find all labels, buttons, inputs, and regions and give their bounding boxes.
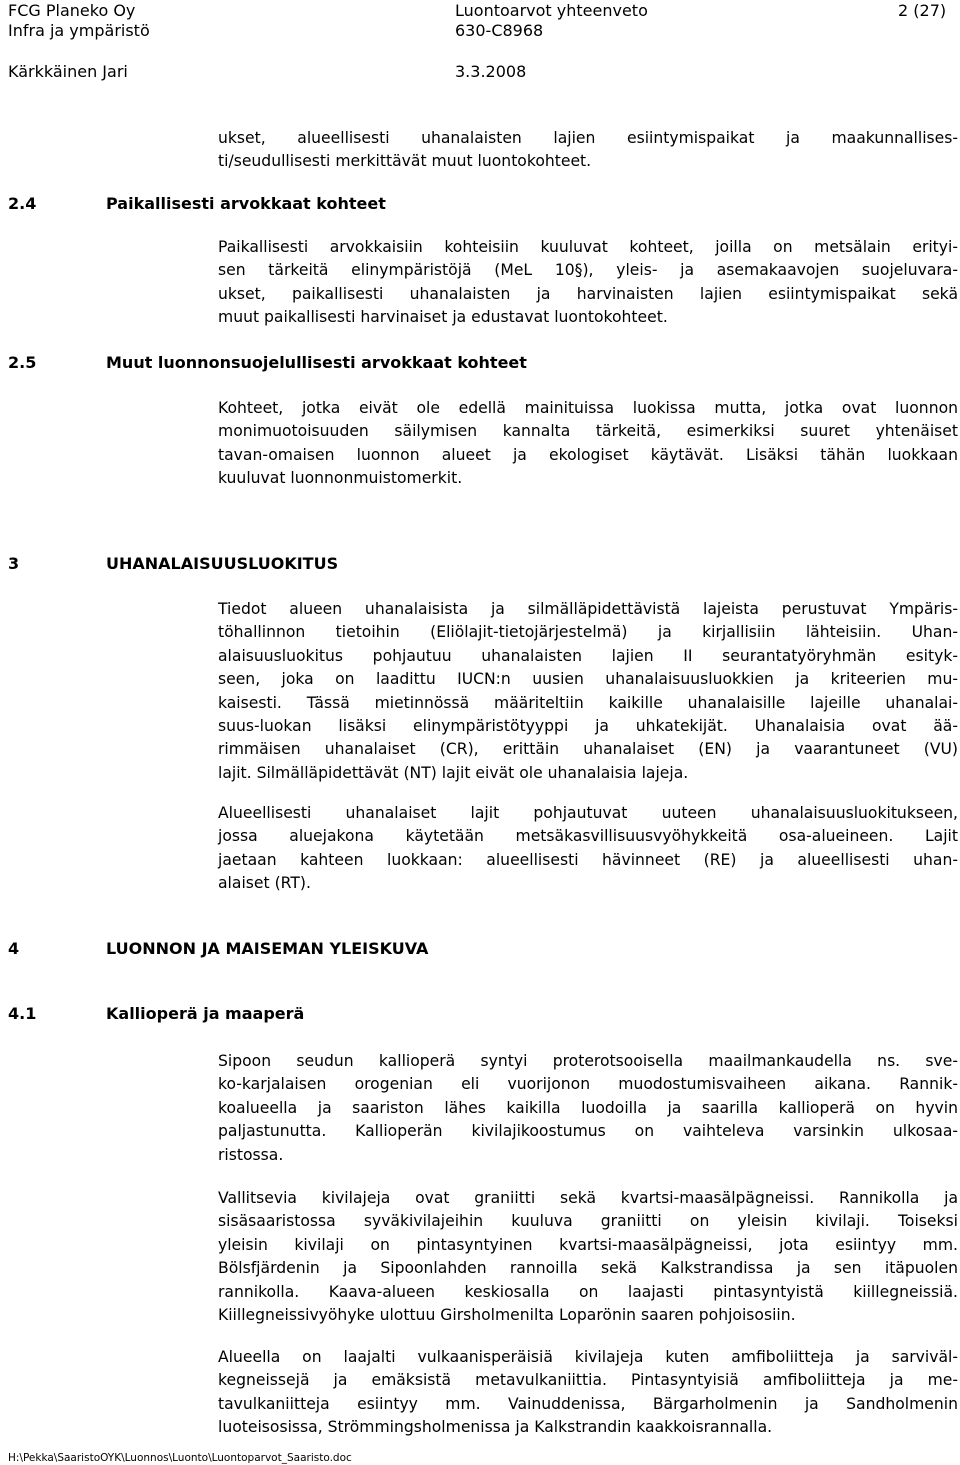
text-line: seen, joka on laadittu IUCN:n uusien uhanalaisuusluokkien ja kriteerien mu-	[218, 670, 958, 689]
section-number: 2.5	[8, 353, 37, 372]
section-3-paragraph-1	[218, 598, 958, 785]
text-line: töhallinnon tietoihin (Eliölajit-tietojärjestelmä) ja kirjallisiin lähteisiin. Uhan-	[218, 623, 958, 642]
section-4-1-paragraph-3	[218, 1346, 958, 1440]
header-doc-code: 630-C8968	[455, 21, 544, 40]
text-line: Vallitsevia kivilajeja ovat graniitti sekä kvartsi-maasälpägneissi. Rannikolla ja	[218, 1189, 958, 1207]
text-line: Kohteet, jotka eivät ole edellä mainituissa luokissa mutta, jotka ovat luonnon	[218, 399, 958, 417]
text-line: ko-karjalaisen orogenian eli vuorijonon muodostumisvaiheen aikana. Rannik-	[218, 1075, 958, 1094]
section-2-4-paragraph	[218, 236, 958, 330]
section-3-paragraph-2	[218, 802, 958, 896]
section-title: LUONNON JA MAISEMAN YLEISKUVA	[106, 939, 429, 958]
text-line: kegneissejä ja emäksistä metavulkaniittia. Pintasyntyisiä amfiboliitteja ja me-	[218, 1371, 958, 1390]
text-line: ukset, alueellisesti uhanalaisten lajien esiintymispaikat ja maakunnallises-	[218, 129, 958, 147]
text-line: jaetaan kahteen luokkaan: alueellisesti hävinneet (RE) ja alueellisesti uhan-	[218, 850, 958, 869]
section-title: Paikallisesti arvokkaat kohteet	[106, 194, 386, 213]
text-line: sisäsaaristossa syväkivilajeihin kuuluva graniitti on yleisin kivilaji. Toiseksi	[218, 1212, 958, 1231]
text-line: kuuluvat luonnonmuistomerkit.	[218, 469, 463, 488]
text-line: monimuotoisuuden säilymisen kannalta tärkeitä, esimerkiksi suuret yhtenäiset	[218, 422, 958, 441]
text-line: Sipoon seudun kallioperä syntyi proterotsooisella maailmankaudella ns. sve-	[218, 1052, 958, 1070]
text-line: ti/seudullisesti merkittävät muut luontokohteet.	[218, 152, 592, 171]
text-line: tavan-omaisen luonnon alueet ja ekologiset käytävät. Lisäksi tähän luokkaan	[218, 445, 958, 464]
section-number: 2.4	[8, 194, 37, 213]
text-line: alaisuusluokitus pohjautuu uhanalaisten lajien II seurantatyöryhmän esityk-	[218, 646, 958, 665]
section-number: 4.1	[8, 1004, 37, 1023]
text-line: ristossa.	[218, 1145, 284, 1164]
text-line: luoteisosissa, Strömmingsholmenissa ja Kalkstrandin kaakkoisrannalla.	[218, 1418, 773, 1437]
text-line: paljastunutta. Kallioperän kivilajikoostumus on vaihteleva varsinkin ulkosaa-	[218, 1122, 958, 1141]
section-4-1-paragraph-2	[218, 1187, 958, 1327]
header-company: FCG Planeko Oy	[8, 1, 136, 20]
text-line: Tiedot alueen uhanalaisista ja silmälläpidettävistä lajeista perustuvat Ympäris-	[218, 600, 958, 618]
section-title: Kallioperä ja maaperä	[106, 1004, 305, 1023]
text-line: muut paikallisesti harvinaiset ja edustavat luontokohteet.	[218, 308, 668, 327]
section-title: Muut luonnonsuojelullisesti arvokkaat kohteet	[106, 353, 527, 372]
text-line: suus-luokan lisäksi elinympäristötyyppi ja uhkatekijät. Uhanalaisia ovat ää-	[218, 717, 958, 736]
header-date: 3.3.2008	[455, 62, 527, 81]
header-page-number: 2 (27)	[898, 1, 947, 20]
text-line: koalueella ja saariston lähes kaikilla luodoilla ja saarilla kallioperä on hyvin	[218, 1098, 958, 1117]
text-line: kaisesti. Tässä mietinnössä määriteltiin kaikille uhanalaisille lajeille uhanalai-	[218, 693, 958, 712]
text-line: Alueella on laajalti vulkaanisperäisiä kivilajeja kuten amfiboliitteja ja sarviväl-	[218, 1348, 958, 1366]
text-line: Alueellisesti uhanalaiset lajit pohjautuvat uuteen uhanalaisuusluokitukseen,	[218, 804, 958, 822]
continued-paragraph	[218, 127, 958, 174]
text-line: lajit. Silmälläpidettävät (NT) lajit eivät ole uhanalaisia lajeja.	[218, 763, 689, 782]
section-2-5-paragraph	[218, 397, 958, 491]
text-line: Bölsfjärdenin ja Sipoonlahden rannoilla sekä Kalkstrandissa ja sen itäpuolen	[218, 1259, 958, 1278]
text-line: rannikolla. Kaava-alueen keskiosalla on laajasti pintasyntyistä kiillegneissiä.	[218, 1282, 958, 1301]
text-line: Paikallisesti arvokkaisiin kohteisiin kuuluvat kohteet, joilla on metsälain erityi-	[218, 238, 958, 256]
text-line: sen tärkeitä elinympäristöjä (MeL 10§), yleis- ja asemakaavojen suojeluvara-	[218, 261, 958, 280]
text-line: ukset, paikallisesti uhanalaisten ja harvinaisten lajien esiintymispaikat sekä	[218, 284, 958, 303]
header-doc-title: Luontoarvot yhteenveto	[455, 1, 648, 20]
text-line: Kiillegneissivyöhyke ulottuu Girsholmenilta Loparönin saaren pohjoisosiin.	[218, 1306, 796, 1325]
text-line: tavulkaniitteja esiintyy mm. Vainuddenissa, Bärgarholmenin ja Sandholmenin	[218, 1394, 958, 1413]
section-4-1-paragraph-1	[218, 1050, 958, 1167]
text-line: jossa aluejakona käytetään metsäkasvillisuusvyöhykkeitä osa-alueineen. Lajit	[218, 827, 958, 846]
text-line: alaiset (RT).	[218, 874, 311, 893]
text-line: rimmäisen uhanalaiset (CR), erittäin uhanalaiset (EN) ja vaarantuneet (VU)	[218, 740, 958, 759]
header-author: Kärkkäinen Jari	[8, 62, 128, 81]
header-department: Infra ja ympäristö	[8, 21, 150, 40]
footer-file-path: H:\Pekka\SaaristoOYK\Luonnos\Luonto\Luontoparvot_Saaristo.doc	[8, 1452, 352, 1464]
section-title: UHANALAISUUSLUOKITUS	[106, 554, 339, 573]
section-number: 4	[8, 939, 20, 958]
text-line: yleisin kivilaji on pintasyntyinen kvartsi-maasälpägneissi, jota esiintyy mm.	[218, 1235, 958, 1254]
section-number: 3	[8, 554, 20, 573]
